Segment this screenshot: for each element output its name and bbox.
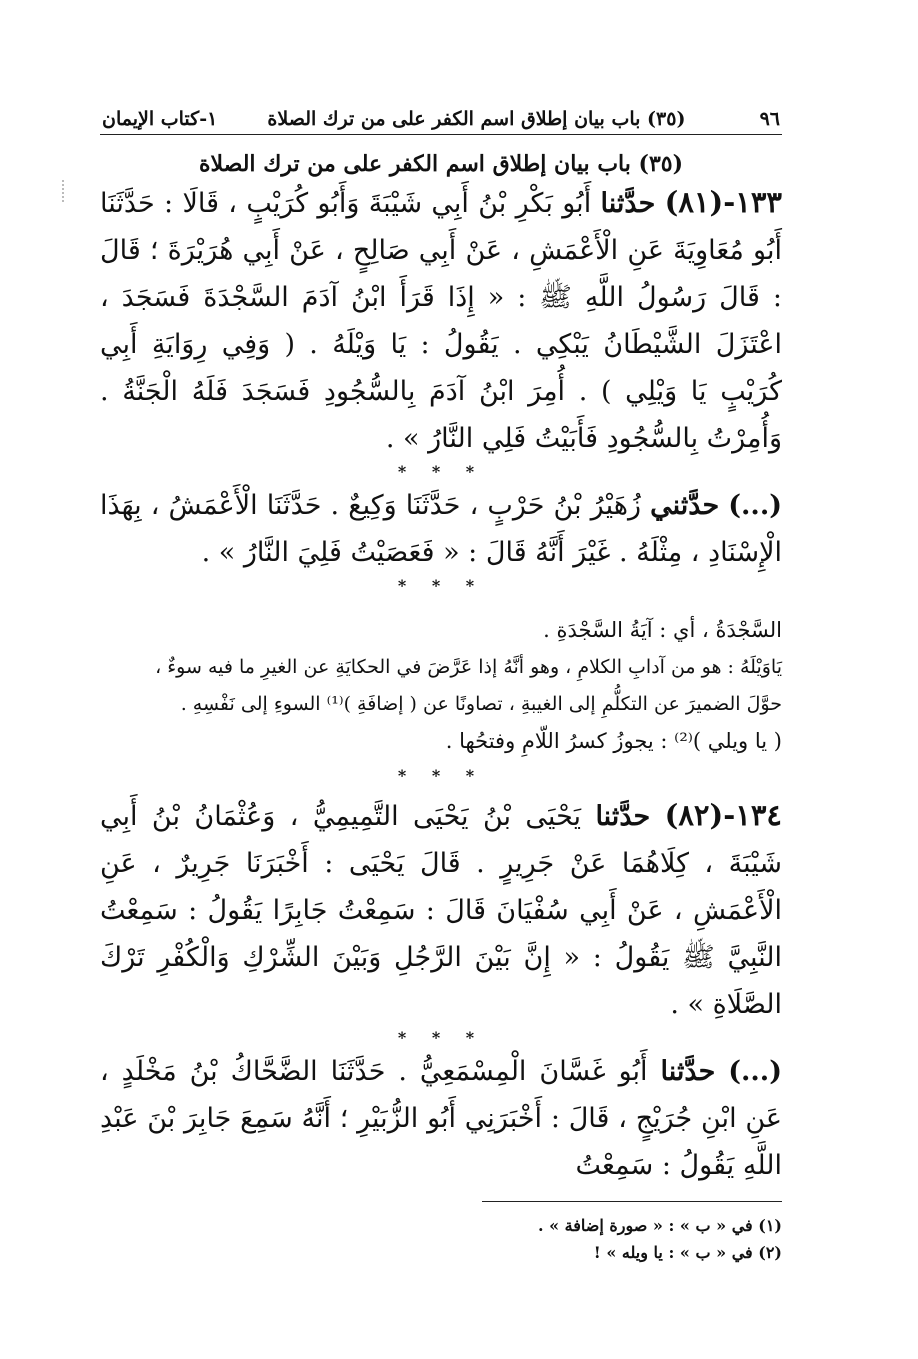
footnote: (١) في « ب » : « صورة إضافة » .	[537, 1216, 782, 1235]
hadith-number: (...)	[728, 490, 782, 521]
hadith-lead: حدَّثنا	[660, 1056, 716, 1087]
hadith-text: زُهَيْرُ بْنُ حَرْبٍ ، حَدَّثَنَا وَكِيعٌ . حَدَّثَنَا الْأَعْمَشُ ، بِهَذَا الْإِسْنَادِ ، مِثْلَهُ . غَيْرَ أَنَّهُ قَالَ : « فَعَصَيْتُ فَلِيَ النَّارُ » .	[100, 490, 782, 568]
margin-mark	[62, 180, 66, 202]
footnote: (٢) في « ب » : يا ويله » !	[593, 1243, 782, 1262]
running-book-title: ١-كتاب الإيمان	[102, 108, 218, 130]
hadith-number: (...)	[728, 1056, 782, 1087]
separator: * * *	[397, 766, 485, 785]
hadith-text: يَحْيَى بْنُ يَحْيَى التَّمِيمِيُّ ، وَعُثْمَانُ بْنُ أَبِي شَيْبَةَ ، كِلَاهُمَا عَنْ جَرِيرٍ . قَالَ يَحْيَى : أَخْبَرَنَا جَرِيرٌ ، عَنِ الْأَعْمَشِ ، عَنْ أَبِي سُفْيَانَ قَالَ : سَمِعْتُ جَابِرًا يَقُولُ : سَمِعْتُ النَّبِيَّ ﷺ يَقُولُ : « إِنَّ بَيْنَ الرَّجُلِ وَبَيْنَ الشِّرْكِ وَالْكُفْرِ تَرْكَ الصَّلَاةِ » .	[100, 801, 782, 1020]
hadith-number: ١٣٣-(٨١)	[664, 185, 782, 219]
hadith-133	[100, 179, 782, 462]
note-line: حوَّلَ الضميرَ عن التكلُّمِ إلى الغيبةِ ، تصاونًا عن ( إضافَةِ )⁽¹⁾ السوءِ إلى نَفْسِهِ .	[180, 693, 782, 715]
hadith-lead: حدَّثنا	[595, 801, 651, 832]
separator: * * *	[397, 576, 485, 595]
footnotes	[482, 1201, 782, 1266]
hadith-lead: حدَّثني	[650, 490, 720, 521]
page-number: ٩٦	[759, 108, 780, 130]
hadith-134-variant	[100, 1048, 782, 1189]
hadith-133-variant	[100, 482, 782, 576]
separator: * * *	[397, 1028, 485, 1047]
running-header	[100, 108, 782, 135]
chapter-title: (٣٥) باب بيان إطلاق اسم الكفر على من ترك الصلاة	[198, 151, 684, 177]
running-section-title: (٣٥) باب بيان إطلاق اسم الكفر على من ترك الصلاة	[267, 108, 686, 130]
note-line: السَّجْدَةُ ، أي : آيَةُ السَّجْدَةِ .	[543, 618, 782, 642]
commentary	[100, 612, 782, 760]
hadith-text: أَبُو بَكْرِ بْنُ أَبِي شَيْبَةَ وَأَبُو كُرَيْبٍ ، قَالَا : حَدَّثَنَا أَبُو مُعَاوِيَةَ عَنِ الْأَعْمَشِ ، عَنْ أَبِي صَالِحٍ ، عَنْ أَبِي هُرَيْرَةَ ؛ قَالَ : قَالَ رَسُولُ اللَّهِ ﷺ : « إِذَا قَرَأَ ابْنُ آدَمَ السَّجْدَةَ فَسَجَدَ ، اعْتَزَلَ الشَّيْطَانُ يَبْكِي . يَقُولُ : يَا وَيْلَهُ . ( وَفِي رِوَايَةِ أَبِي كُرَيْبٍ يَا وَيْلِي ) . أُمِرَ ابْنُ آدَمَ بِالسُّجُودِ فَسَجَدَ فَلَهُ الْجَنَّةُ . وَأُمِرْتُ بِالسُّجُودِ فَأَبَيْتُ فَلِي النَّارُ » .	[100, 188, 782, 454]
hadith-number: ١٣٤-(٨٢)	[664, 798, 782, 832]
book-page	[100, 108, 782, 1266]
hadith-lead: حدَّثنا	[600, 188, 656, 219]
separator: * * *	[397, 462, 485, 481]
note-line: ( يا ويلي )⁽²⁾ : يجوزُ كسرُ اللّامِ وفتحُها .	[445, 729, 782, 753]
hadith-134	[100, 792, 782, 1028]
hadith-text: أَبُو غَسَّانَ الْمِسْمَعِيُّ . حَدَّثَنَا الضَّحَّاكُ بْنُ مَخْلَدٍ ، عَنِ ابْنِ جُرَيْجٍ ، قَالَ : أَخْبَرَنِي أَبُو الزُّبَيْرِ ؛ أَنَّهُ سَمِعَ جَابِرَ بْنَ عَبْدِ اللَّهِ يَقُولُ : سَمِعْتُ	[100, 1056, 782, 1181]
note-line: يَاوَيْلَهُ : هو من آدابِ الكلامِ ، وهو أنَّهُ إذا عَرَّضَ في الحكايَةِ عن الغيرِ ما فيه سوءٌ ،	[155, 656, 782, 678]
